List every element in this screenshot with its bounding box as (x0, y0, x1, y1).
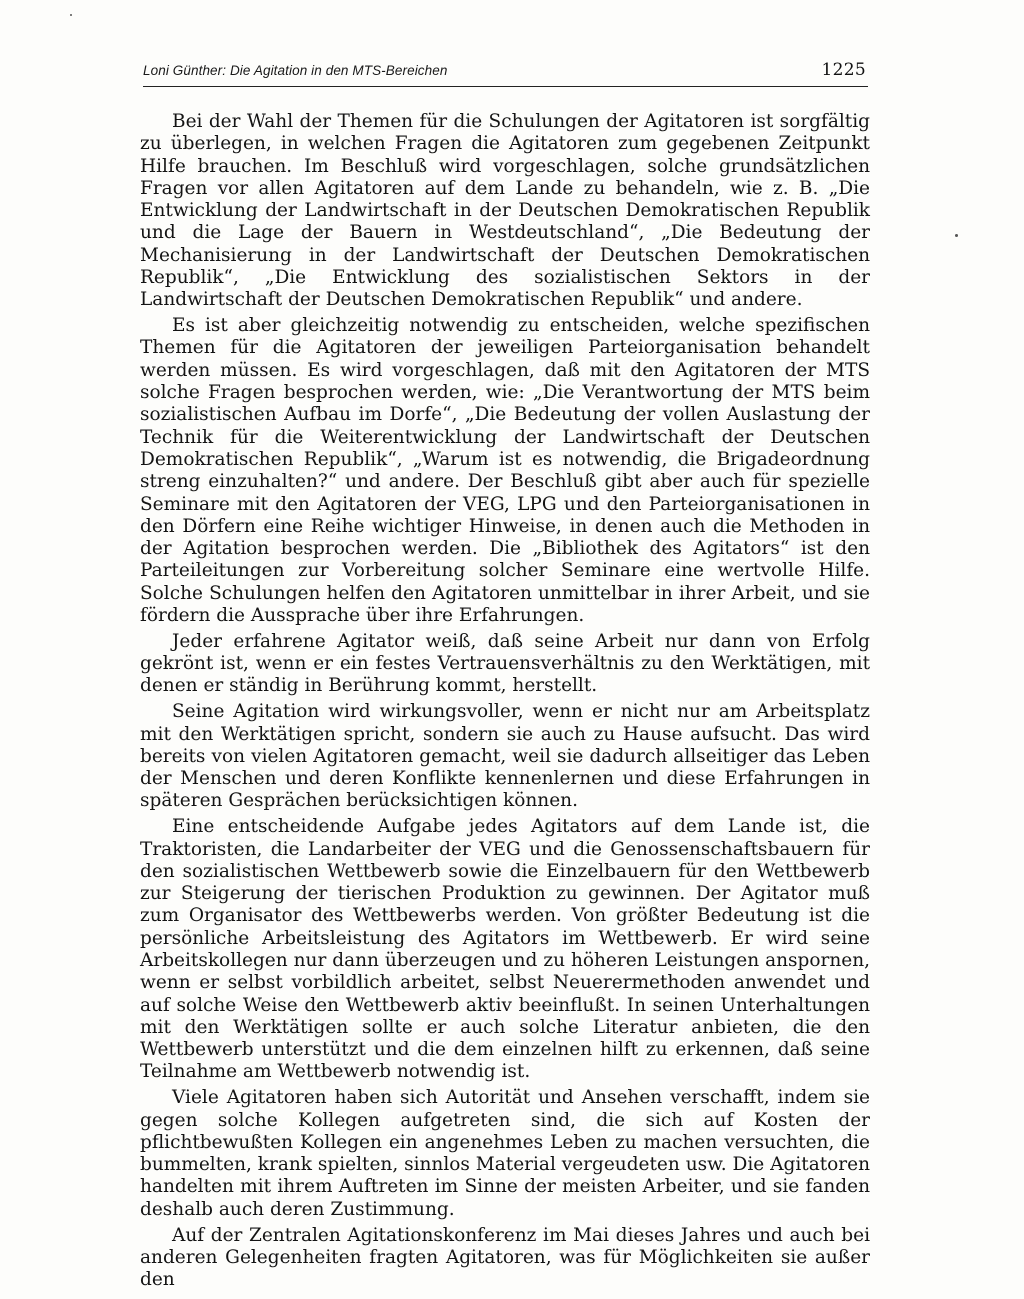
paragraph-4: Seine Agitation wird wirkungsvoller, wenn er nicht nur am Arbeitsplatz mit den Werktätigen spricht, sondern sie auch zu Hause aufsucht. Das wird bereits von vielen Agitatoren gemacht, weil sie dadurch allseitiger das Leben der Menschen und deren Konflikte kennenlernen und diese Erfahrungen in späteren Gesprächen berücksichtigen können. (140, 701, 870, 812)
paragraph-2: Es ist aber gleichzeitig notwendig zu entscheiden, welche spezifischen Themen für die Agitatoren der jeweiligen Parteiorganisation behandelt werden müssen. Es wird vorgeschlagen, daß mit den Agitatoren der MTS solche Fragen besprochen werden, wie: „Die Verantwortung der MTS beim sozialistischen Aufbau im Dorfe“, „Die Bedeutung der vollen Auslastung der Technik für die Weiterentwicklung der Landwirtschaft der Deutschen Demokratischen Republik“, „Warum ist es notwendig, die Brigadeordnung streng einzuhalten?“ und andere. Der Beschluß gibt aber auch für spezielle Seminare mit den Agitatoren der VEG, LPG und den Parteiorganisationen in den Dörfern eine Reihe wichtiger Hinweise, in denen auch die Methoden in der Agitation besprochen werden. Die „Bibliothek des Agitators“ ist den Parteileitungen zur Vorbereitung solcher Seminare eine wertvolle Hilfe. Solche Schulungen helfen den Agitatoren unmittelbar in ihrer Arbeit, und sie fördern die Aussprache über ihre Erfahrungen. (140, 315, 870, 627)
running-title: Loni Günther: Die Agitation in den MTS-Bereichen (143, 63, 448, 78)
scan-speck (70, 14, 72, 16)
scan-speck (955, 234, 958, 237)
body-text (140, 111, 870, 1295)
paragraph-1: Bei der Wahl der Themen für die Schulungen der Agitatoren ist sorgfältig zu überlegen, in welchen Fragen die Agitatoren zum gegebenen Zeitpunkt Hilfe brauchen. Im Beschluß wird vorgeschlagen, solche grundsätzlichen Fragen vor allen Agitatoren auf dem Lande zu behandeln, wie z. B. „Die Entwicklung der Landwirtschaft in der Deutschen Demokratischen Republik und die Lage der Bauern in Westdeutschland“, „Die Bedeutung der Mechanisierung in der Landwirtschaft der Deutschen Demokratischen Republik“, „Die Entwicklung des sozialistischen Sektors in der Landwirtschaft der Deutschen Demokratischen Republik“ und andere. (140, 111, 870, 311)
paragraph-6: Viele Agitatoren haben sich Autorität und Ansehen verschafft, indem sie gegen solche Kollegen aufgetreten sind, die sich auf Kosten der pflichtbewußten Kollegen ein angenehmes Leben zu machen versuchten, die bummelten, krank spielten, sinnlos Material vergeudeten usw. Die Agitatoren handelten mit ihrem Auftreten im Sinne der meisten Arbeiter, und sie fanden deshalb auch deren Zustimmung. (140, 1087, 870, 1220)
page-number: 1225 (821, 60, 866, 80)
paragraph-3: Jeder erfahrene Agitator weiß, daß seine Arbeit nur dann von Erfolg gekrönt ist, wenn er ein festes Vertrauensverhältnis zu den Werktätigen, mit denen er ständig in Berührung kommt, herstellt. (140, 630, 870, 697)
paragraph-7: Auf der Zentralen Agitationskonferenz im Mai dieses Jahres und auch bei anderen Gelegenheiten fragten Agitatoren, was für Möglichkeiten sie außer den (140, 1224, 870, 1291)
page-header (143, 60, 868, 87)
paragraph-5: Eine entscheidende Aufgabe jedes Agitators auf dem Lande ist, die Traktoristen, die Landarbeiter der VEG und die Genossenschaftsbauern für den sozialistischen Wettbewerb sowie die Einzelbauern für den Wettbewerb zur Steigerung der tierischen Produktion zu gewinnen. Der Agitator muß zum Organisator des Wettbewerbs werden. Von größter Bedeutung ist die persönliche Arbeitsleistung des Agitators im Wettbewerb. Er wird seine Arbeitskollegen nur dann überzeugen und zu höheren Leistungen anspornen, wenn er selbst vorbildlich arbeitet, selbst Neuerermethoden anwendet und auf solche Weise den Wettbewerb aktiv beeinflußt. In seinen Unterhaltungen mit den Werktätigen sollte er auch solche Literatur anbieten, die den Wettbewerb unterstützt und die dem einzelnen hilft zu erkennen, daß seine Teilnahme am Wettbewerb notwendig ist. (140, 816, 870, 1083)
